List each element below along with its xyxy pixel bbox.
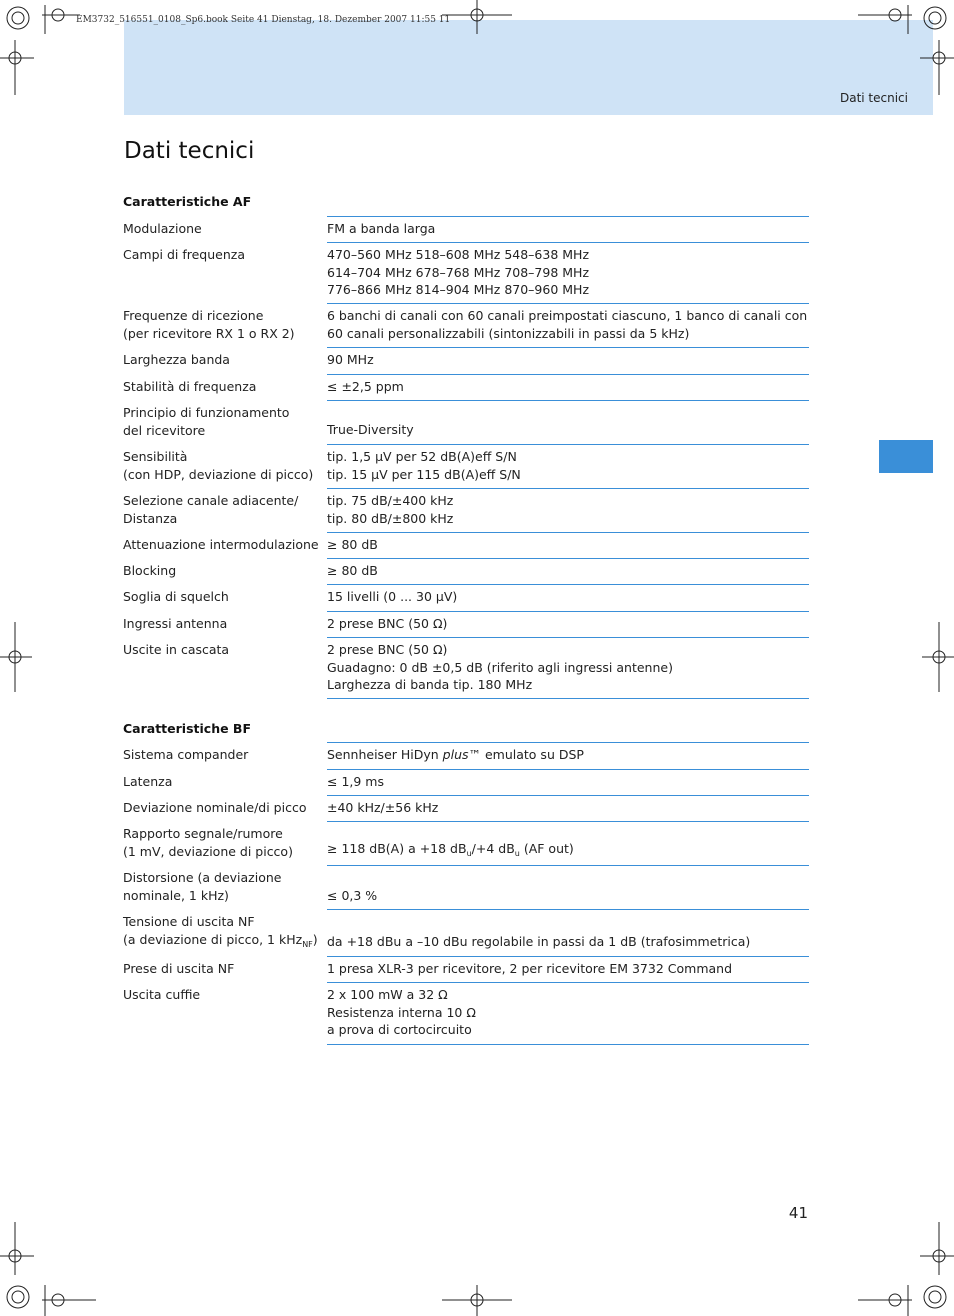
value-headphones: 2 x 100 mW a 32 Ω Resistenza interna 10 Ω a prova di cortocircuito bbox=[327, 987, 476, 1037]
page-number: 41 bbox=[788, 1204, 808, 1222]
label-latency: Latenza bbox=[123, 774, 173, 789]
label-compander: Sistema compander bbox=[123, 747, 249, 762]
value-latency: ≤ 1,9 ms bbox=[327, 774, 384, 789]
value-compander: Sennheiser HiDyn plus™ emulato su DSP bbox=[327, 747, 584, 762]
value-intermod: ≥ 80 dB bbox=[327, 537, 378, 552]
label-headphones: Uscita cuffie bbox=[123, 987, 201, 1002]
value-stability: ≤ ±2,5 ppm bbox=[327, 379, 404, 394]
section-heading-bf: Caratteristiche BF bbox=[123, 721, 251, 736]
label-squelch: Soglia di squelch bbox=[123, 589, 229, 604]
value-principle: True-Diversity bbox=[327, 422, 414, 437]
value-output-voltage: da +18 dBu a –10 dBu regolabile in passi da 1 dB (trafosimmetrica) bbox=[327, 934, 751, 949]
label-deviation: Deviazione nominale/di picco bbox=[123, 800, 307, 815]
label-freq-ranges: Campi di frequenza bbox=[123, 247, 245, 262]
label-snr: Rapporto segnale/rumore (1 mV, deviazione di picco) bbox=[123, 826, 293, 859]
label-stability: Stabilità di frequenza bbox=[123, 379, 257, 394]
label-cascade: Uscite in cascata bbox=[123, 642, 230, 657]
label-antenna-in: Ingressi antenna bbox=[123, 616, 228, 631]
section-heading-af: Caratteristiche AF bbox=[123, 194, 252, 209]
value-antenna-in: 2 prese BNC (50 Ω) bbox=[327, 616, 448, 631]
running-header: Dati tecnici bbox=[839, 91, 908, 105]
value-sensitivity: tip. 1,5 µV per 52 dB(A)eff S/N tip. 15 µV per 115 dB(A)eff S/N bbox=[327, 449, 521, 482]
label-output-voltage: Tensione di uscita NF (a deviazione di picco, 1 kHz$_{NF}$) bbox=[123, 914, 318, 949]
label-bandwidth: Larghezza banda bbox=[123, 352, 230, 367]
value-bandwidth: 90 MHz bbox=[327, 352, 374, 367]
label-principle: Principio di funzionamento del ricevitore bbox=[123, 405, 290, 438]
value-modulation: FM a banda larga bbox=[327, 221, 436, 236]
value-squelch: 15 livelli (0 ... 30 µV) bbox=[327, 589, 458, 604]
value-deviation: ±40 kHz/±56 kHz bbox=[327, 800, 439, 815]
value-rx-freq: 6 banchi di canali con 60 canali preimpostati ciascuno, 1 banco di canali con 60 canali personalizzabili (sintonizzabili in passi da 5 kHz) bbox=[327, 308, 808, 341]
label-sensitivity: Sensibilità (con HDP, deviazione di picco) bbox=[123, 449, 314, 482]
value-adjacent: tip. 75 dB/±400 kHz tip. 80 dB/±800 kHz bbox=[327, 493, 454, 526]
value-outputs: 1 presa XLR-3 per ricevitore, 2 per ricevitore EM 3732 Command bbox=[327, 961, 733, 976]
label-outputs: Prese di uscita NF bbox=[123, 961, 235, 976]
label-blocking: Blocking bbox=[123, 563, 177, 578]
label-modulation: Modulazione bbox=[123, 221, 202, 236]
value-snr: ≥ 118 dB(A) a +18 $dB_u/+4$ $dB_u$ (AF out) bbox=[327, 841, 574, 858]
label-thd: Distorsione (a deviazione nominale, 1 kHz) bbox=[123, 870, 282, 903]
value-freq-ranges: 470–560 MHz 518–608 MHz 548–638 MHz 614–704 MHz 678–768 MHz 708–798 MHz 776–866 MHz 814–904 MHz 870–960 MHz bbox=[327, 247, 590, 297]
label-intermod: Attenuazione intermodulazione bbox=[123, 537, 319, 552]
label-rx-freq: Frequenze di ricezione (per ricevitore RX 1 o RX 2) bbox=[123, 308, 295, 341]
value-blocking: ≥ 80 dB bbox=[327, 563, 378, 578]
print-info: EM3732_516551_0108_Sp6.book Seite 41 Dienstag, 18. Dezember 2007 11:55 11 bbox=[76, 15, 451, 25]
value-thd: ≤ 0,3 % bbox=[327, 888, 378, 903]
page-title: Dati tecnici bbox=[124, 138, 255, 164]
label-adjacent: Selezione canale adiacente/ Distanza bbox=[123, 493, 299, 526]
value-cascade: 2 prese BNC (50 Ω) Guadagno: 0 dB ±0,5 dB (riferito agli ingressi antenne) Larghezza di banda tip. 180 MHz bbox=[327, 642, 673, 692]
